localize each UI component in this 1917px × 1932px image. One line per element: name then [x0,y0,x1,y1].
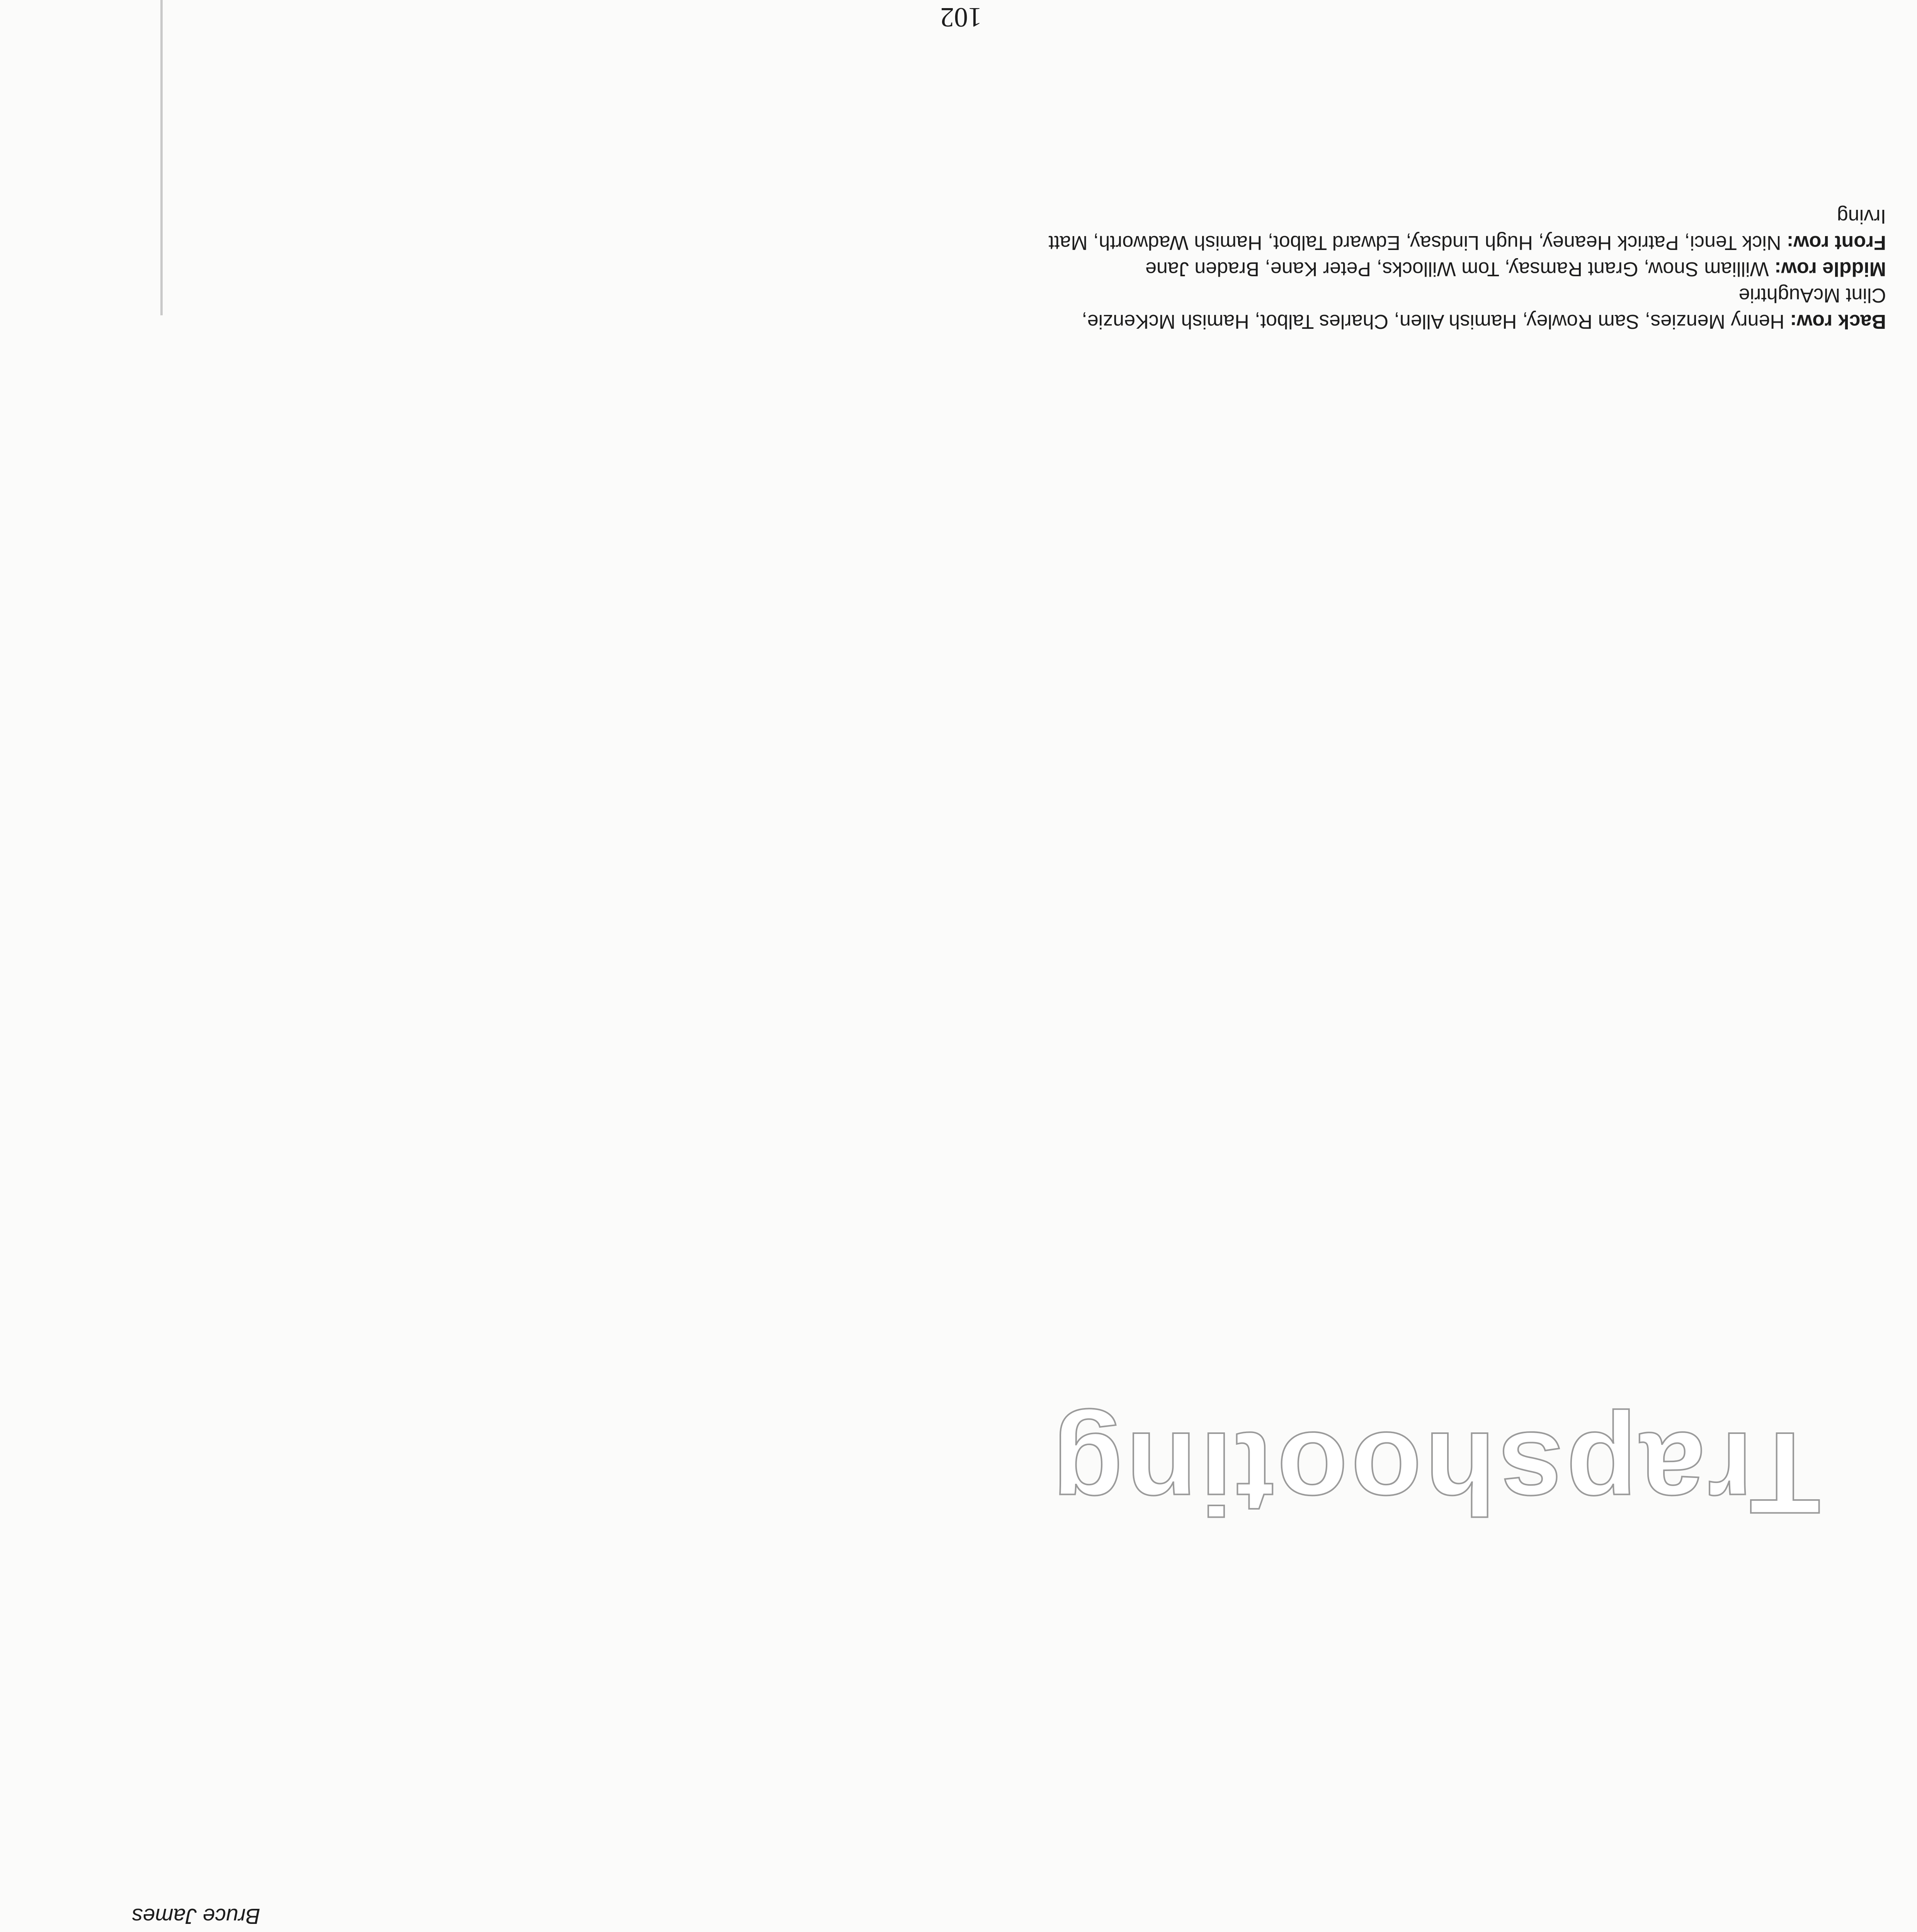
name-row: Middle row: William Snow, Grant Ramsay, Tom Willocks, Peter Kane, Braden Jane [1145,258,1886,280]
touch-article [54,1825,974,1930]
page-number: 102 [940,2,982,33]
trapshooting-photo-names [1044,203,1886,335]
name-row: Front row: Nick Tenci, Patrick Heaney, Hugh Lindsay, Edward Talbot, Hamish Wadworth, Matt Irving [1048,205,1886,254]
name-row: Back row: Henry Menzies, Sam Rowley, Hamish Allen, Charles Talbot, Hamish McKenzie, Clint McAughtrie [1082,284,1886,333]
margin-line [160,0,163,315]
article-signature: Bruce James [132,1904,260,1929]
trapshooting-heading: Trapshooting [1049,1408,1820,1538]
